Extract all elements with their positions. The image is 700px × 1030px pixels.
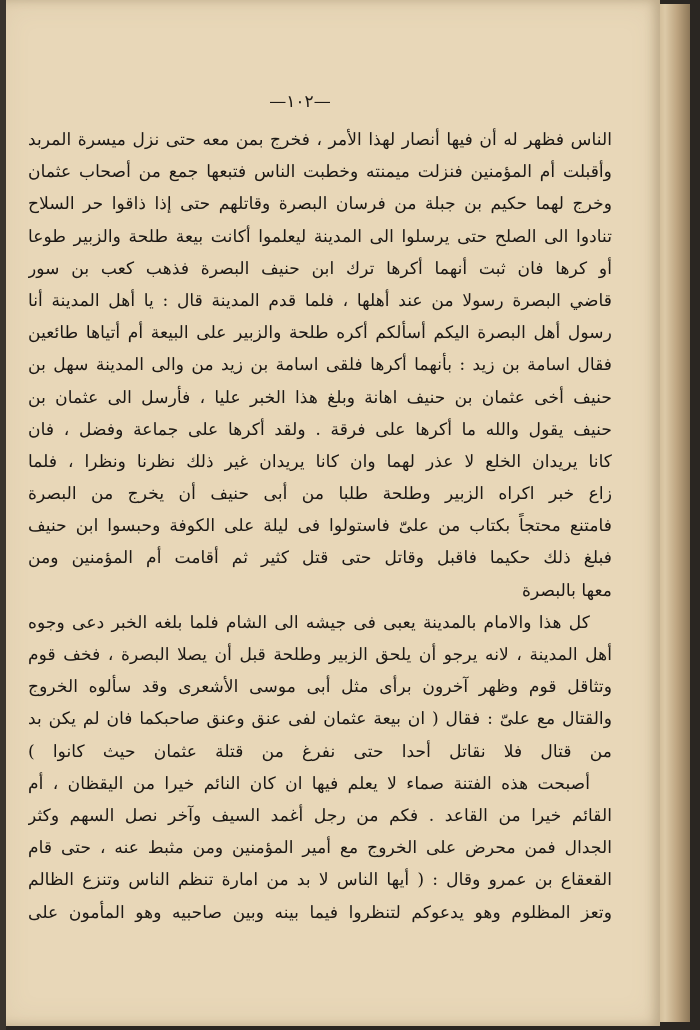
- text-line: فبلغ ذلك حكيما فاقبل وقاتل حتى قتل كثير ثم أقامت أم المؤمنين ومن: [28, 548, 612, 569]
- text-line: القائم خيرا من القاعد . فكم من رجل أغمد السيف وآخر نصل السهم وكثر: [28, 805, 612, 826]
- text-line: زاع خبر اكراه الزبير وطلحة طلبا من أبى حنيف أن يخرج من البصرة: [28, 484, 612, 505]
- text-line: أهل المدينة ، لانه يرجو أن يلحق الزبير وطلحة قبل أن يصلا البصرة ، فخف قوم: [28, 645, 612, 665]
- text-line: القعقاع بن عمرو وقال : ( أيها الناس لا بد من امارة تنظم الناس وتنزع الظالم: [28, 870, 612, 891]
- text-line: وخرج لهما حكيم بن جبلة من فرسان البصرة وقاتلهم حتى إذا ذاقوا حر السلاح: [28, 194, 612, 215]
- binding-gutter: [0, 0, 6, 1030]
- text-line: كانا يريدان الخلع لا عذر لهما وان كانا يريدان غير ذلك نظرنا ونظرا ، فلما: [28, 451, 612, 472]
- text-line: الناس فظهر له أن فيها أنصار لهذا الأمر ، فخرج بمن معه حتى نزل ميسرة المربد: [28, 130, 612, 150]
- text-line: من قتال فلا نقاتل أحدا حتى نفرغ من قتلة عثمان حيث كانوا ): [28, 741, 612, 762]
- text-line: أصبحت هذه الفتنة صماء لا يعلم فيها ان كان النائم خيرا من اليقظان ، أم: [28, 773, 590, 794]
- text-line: فقال اسامة بن زيد : بأنهما أكرها فلقى اسامة بن زيد من والى المدينة سهل بن: [28, 355, 612, 376]
- text-line: والقتال مع علىّ : فقال ( ان بيعة عثمان لفى عنق وعنق صاحبكما فان لم يكن بد: [28, 709, 612, 730]
- text-line: قاضي البصرة رسولا من عند أهلها ، فلما قدم المدينة قال : يا أهل المدينة أنا: [28, 290, 612, 311]
- text-line: معها بالبصرة: [522, 580, 612, 601]
- text-line: حنيف أخى عثمان بن حنيف اهانة وبلغ هذا الخبر عليا ، فأرسل الى عثمان بن: [28, 387, 612, 408]
- text-line: وتثاقل قوم وظهر آخرون برأى مثل أبى موسى الأشعرى وقد سألوه الخروج: [28, 677, 612, 698]
- text-line: الجدال فمن محرض على الخروج مع أمير المؤمنين ومن مثبط عنه ، حتى قام: [28, 838, 612, 859]
- text-line: كل هذا والامام بالمدينة يعبى فى جيشه الى الشام فلما بلغه الخبر دعى وجوه: [28, 612, 590, 633]
- text-line: فامتنع محتجاً بكتاب من علىّ فاستولوا فى ليلة على الكوفة وحبسوا ابن حنيف: [28, 516, 612, 537]
- text-line: تنادوا الى الصلح حتى يرسلوا الى المدينة ليعلموا أكانت بيعة طلحة والزبير طوعا: [28, 226, 612, 247]
- text-line: وأقبلت أم المؤمنين فنزلت ميمنته وخطبت الناس فتبعها جمع من أصحاب عثمان: [28, 162, 612, 183]
- text-block: [28, 124, 612, 929]
- text-line: رسول أهل البصرة اليكم أسألكم أكره طلحة والزبير على البيعة أم أتياها طائعين: [28, 323, 612, 344]
- text-line: أو كرها فان ثبت أنهما أكرها ترك ابن حنيف البصرة فذهب كعب بن سور: [28, 258, 612, 279]
- text-line: وتعز المظلوم وهو يدعوكم لتنظروا فيما بينه وبين صاحبيه وهو المأمون على: [28, 902, 612, 923]
- text-line: حنيف يقول والله ما أكرها على فرقة . ولقد أكرها على جماعة وفضل ، فان: [28, 419, 612, 440]
- page-number: —١٠٢—: [269, 92, 331, 112]
